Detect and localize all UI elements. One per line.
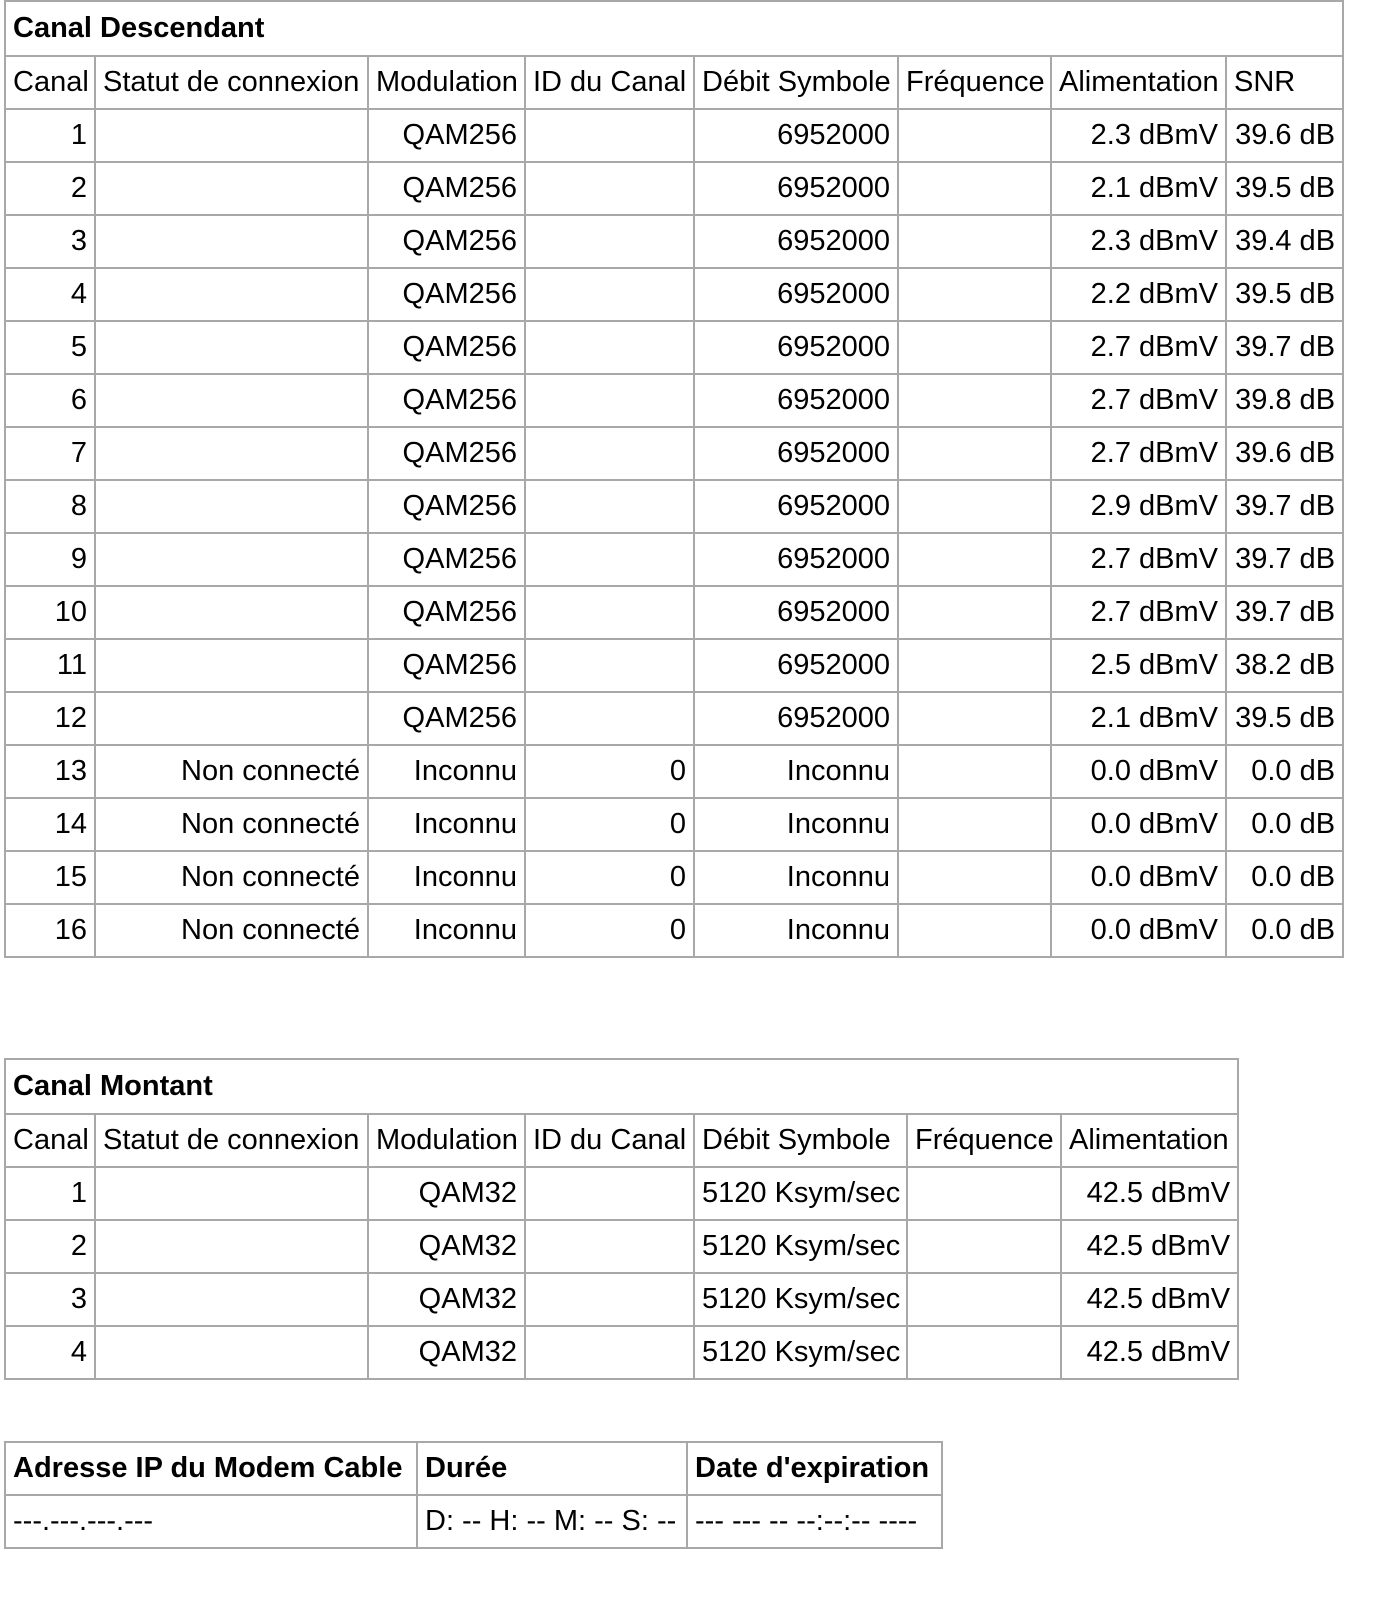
downstream-cell-frequence xyxy=(898,162,1051,215)
downstream-cell-snr: 39.8 dB xyxy=(1226,374,1343,427)
duration-header: Durée xyxy=(417,1442,687,1495)
table-row xyxy=(5,586,1343,639)
downstream-cell-id-du-canal xyxy=(525,162,694,215)
table-row xyxy=(5,321,1343,374)
downstream-cell-canal: 4 xyxy=(5,268,95,321)
downstream-cell-debit-symbole: 6952000 xyxy=(694,162,898,215)
upstream-cell-id-du-canal xyxy=(525,1273,694,1326)
downstream-cell-statut-de-connexion xyxy=(95,639,368,692)
downstream-cell-canal: 2 xyxy=(5,162,95,215)
downstream-cell-id-du-canal xyxy=(525,480,694,533)
upstream-header-statut-de-connexion: Statut de connexion xyxy=(95,1114,368,1167)
downstream-cell-statut-de-connexion xyxy=(95,162,368,215)
downstream-cell-statut-de-connexion xyxy=(95,374,368,427)
downstream-cell-debit-symbole: Inconnu xyxy=(694,851,898,904)
downstream-cell-modulation: QAM256 xyxy=(368,639,525,692)
downstream-cell-debit-symbole: 6952000 xyxy=(694,427,898,480)
downstream-cell-id-du-canal xyxy=(525,321,694,374)
downstream-cell-modulation: Inconnu xyxy=(368,904,525,957)
table-row xyxy=(5,109,1343,162)
downstream-cell-alimentation: 0.0 dBmV xyxy=(1051,798,1226,851)
table-row xyxy=(5,480,1343,533)
ip-info-value-row xyxy=(5,1495,942,1548)
downstream-cell-alimentation: 2.1 dBmV xyxy=(1051,162,1226,215)
upstream-cell-modulation: QAM32 xyxy=(368,1167,525,1220)
downstream-cell-frequence xyxy=(898,904,1051,957)
upstream-cell-canal: 3 xyxy=(5,1273,95,1326)
ip-info-header-row xyxy=(5,1442,942,1495)
downstream-cell-canal: 13 xyxy=(5,745,95,798)
downstream-cell-debit-symbole: 6952000 xyxy=(694,215,898,268)
downstream-cell-modulation: QAM256 xyxy=(368,427,525,480)
upstream-cell-id-du-canal xyxy=(525,1326,694,1379)
downstream-cell-modulation: QAM256 xyxy=(368,480,525,533)
table-row xyxy=(5,745,1343,798)
downstream-cell-debit-symbole: Inconnu xyxy=(694,798,898,851)
downstream-cell-id-du-canal xyxy=(525,374,694,427)
downstream-header-snr: SNR xyxy=(1226,56,1343,109)
downstream-cell-alimentation: 2.7 dBmV xyxy=(1051,533,1226,586)
table-row xyxy=(5,692,1343,745)
downstream-body xyxy=(5,109,1343,957)
downstream-cell-modulation: Inconnu xyxy=(368,798,525,851)
downstream-cell-id-du-canal: 0 xyxy=(525,904,694,957)
downstream-cell-frequence xyxy=(898,427,1051,480)
downstream-cell-frequence xyxy=(898,798,1051,851)
upstream-table xyxy=(4,1058,1239,1380)
upstream-body xyxy=(5,1167,1238,1379)
upstream-header-modulation: Modulation xyxy=(368,1114,525,1167)
downstream-header-id-du-canal: ID du Canal xyxy=(525,56,694,109)
downstream-cell-modulation: QAM256 xyxy=(368,533,525,586)
expiration-date-value: --- --- -- --:--:-- ---- xyxy=(687,1495,942,1548)
table-row xyxy=(5,1273,1238,1326)
upstream-header-frequence: Fréquence xyxy=(907,1114,1061,1167)
downstream-cell-frequence xyxy=(898,692,1051,745)
downstream-cell-id-du-canal: 0 xyxy=(525,851,694,904)
downstream-cell-statut-de-connexion xyxy=(95,586,368,639)
table-row xyxy=(5,1326,1238,1379)
downstream-cell-canal: 7 xyxy=(5,427,95,480)
upstream-cell-canal: 2 xyxy=(5,1220,95,1273)
downstream-cell-id-du-canal xyxy=(525,692,694,745)
downstream-cell-id-du-canal: 0 xyxy=(525,798,694,851)
upstream-cell-statut-de-connexion xyxy=(95,1273,368,1326)
downstream-cell-debit-symbole: 6952000 xyxy=(694,374,898,427)
downstream-cell-snr: 0.0 dB xyxy=(1226,798,1343,851)
upstream-cell-frequence xyxy=(907,1273,1061,1326)
upstream-cell-alimentation: 42.5 dBmV xyxy=(1061,1167,1238,1220)
upstream-cell-frequence xyxy=(907,1220,1061,1273)
downstream-cell-id-du-canal xyxy=(525,109,694,162)
upstream-cell-frequence xyxy=(907,1167,1061,1220)
downstream-cell-id-du-canal xyxy=(525,533,694,586)
table-row xyxy=(5,374,1343,427)
downstream-cell-debit-symbole: 6952000 xyxy=(694,639,898,692)
downstream-cell-statut-de-connexion: Non connecté xyxy=(95,904,368,957)
downstream-cell-alimentation: 0.0 dBmV xyxy=(1051,745,1226,798)
upstream-header-canal: Canal xyxy=(5,1114,95,1167)
downstream-cell-id-du-canal xyxy=(525,268,694,321)
downstream-cell-modulation: QAM256 xyxy=(368,162,525,215)
downstream-cell-canal: 10 xyxy=(5,586,95,639)
upstream-cell-frequence xyxy=(907,1326,1061,1379)
duration-value: D: -- H: -- M: -- S: -- xyxy=(417,1495,687,1548)
upstream-header-id-du-canal: ID du Canal xyxy=(525,1114,694,1167)
downstream-cell-snr: 39.5 dB xyxy=(1226,692,1343,745)
downstream-cell-alimentation: 2.3 dBmV xyxy=(1051,109,1226,162)
downstream-cell-snr: 39.7 dB xyxy=(1226,480,1343,533)
downstream-cell-id-du-canal xyxy=(525,639,694,692)
downstream-cell-snr: 38.2 dB xyxy=(1226,639,1343,692)
downstream-header-alimentation: Alimentation xyxy=(1051,56,1226,109)
downstream-cell-frequence xyxy=(898,851,1051,904)
downstream-cell-snr: 39.4 dB xyxy=(1226,215,1343,268)
downstream-cell-id-du-canal xyxy=(525,215,694,268)
downstream-cell-frequence xyxy=(898,745,1051,798)
downstream-header-debit-symbole: Débit Symbole xyxy=(694,56,898,109)
downstream-cell-canal: 11 xyxy=(5,639,95,692)
downstream-cell-statut-de-connexion xyxy=(95,215,368,268)
table-row xyxy=(5,162,1343,215)
upstream-header-debit-symbole: Débit Symbole xyxy=(694,1114,907,1167)
downstream-cell-debit-symbole: 6952000 xyxy=(694,586,898,639)
downstream-cell-alimentation: 0.0 dBmV xyxy=(1051,851,1226,904)
upstream-cell-alimentation: 42.5 dBmV xyxy=(1061,1326,1238,1379)
downstream-cell-frequence xyxy=(898,480,1051,533)
downstream-cell-canal: 12 xyxy=(5,692,95,745)
downstream-cell-canal: 1 xyxy=(5,109,95,162)
downstream-cell-debit-symbole: 6952000 xyxy=(694,268,898,321)
downstream-cell-modulation: Inconnu xyxy=(368,745,525,798)
upstream-cell-debit-symbole: 5120 Ksym/sec xyxy=(694,1326,907,1379)
downstream-cell-snr: 0.0 dB xyxy=(1226,851,1343,904)
downstream-cell-snr: 39.6 dB xyxy=(1226,109,1343,162)
downstream-cell-debit-symbole: 6952000 xyxy=(694,480,898,533)
downstream-cell-frequence xyxy=(898,215,1051,268)
downstream-cell-canal: 8 xyxy=(5,480,95,533)
downstream-cell-alimentation: 2.9 dBmV xyxy=(1051,480,1226,533)
downstream-cell-statut-de-connexion: Non connecté xyxy=(95,798,368,851)
downstream-cell-statut-de-connexion xyxy=(95,533,368,586)
downstream-cell-alimentation: 2.1 dBmV xyxy=(1051,692,1226,745)
downstream-cell-snr: 39.5 dB xyxy=(1226,268,1343,321)
downstream-cell-id-du-canal xyxy=(525,586,694,639)
downstream-cell-modulation: QAM256 xyxy=(368,692,525,745)
table-row xyxy=(5,215,1343,268)
upstream-header-row xyxy=(5,1114,1238,1167)
upstream-cell-id-du-canal xyxy=(525,1220,694,1273)
table-row xyxy=(5,904,1343,957)
table-row xyxy=(5,1220,1238,1273)
downstream-cell-snr: 39.7 dB xyxy=(1226,533,1343,586)
downstream-header-canal: Canal xyxy=(5,56,95,109)
downstream-cell-canal: 6 xyxy=(5,374,95,427)
downstream-cell-canal: 16 xyxy=(5,904,95,957)
upstream-title-row xyxy=(5,1059,1238,1114)
downstream-cell-debit-symbole: Inconnu xyxy=(694,904,898,957)
downstream-cell-statut-de-connexion: Non connecté xyxy=(95,745,368,798)
table-row xyxy=(5,427,1343,480)
downstream-cell-snr: 39.6 dB xyxy=(1226,427,1343,480)
downstream-cell-frequence xyxy=(898,374,1051,427)
downstream-cell-canal: 9 xyxy=(5,533,95,586)
upstream-cell-statut-de-connexion xyxy=(95,1220,368,1273)
downstream-cell-canal: 14 xyxy=(5,798,95,851)
downstream-cell-statut-de-connexion xyxy=(95,427,368,480)
expiration-date-header: Date d'expiration xyxy=(687,1442,942,1495)
downstream-cell-modulation: QAM256 xyxy=(368,586,525,639)
ip-info-table xyxy=(4,1441,943,1549)
downstream-cell-id-du-canal xyxy=(525,427,694,480)
downstream-cell-canal: 3 xyxy=(5,215,95,268)
downstream-cell-frequence xyxy=(898,321,1051,374)
downstream-cell-alimentation: 2.7 dBmV xyxy=(1051,586,1226,639)
table-row xyxy=(5,268,1343,321)
downstream-cell-modulation: QAM256 xyxy=(368,321,525,374)
downstream-cell-debit-symbole: 6952000 xyxy=(694,321,898,374)
upstream-cell-canal: 4 xyxy=(5,1326,95,1379)
downstream-cell-statut-de-connexion xyxy=(95,321,368,374)
upstream-cell-modulation: QAM32 xyxy=(368,1273,525,1326)
table-row xyxy=(5,851,1343,904)
downstream-cell-frequence xyxy=(898,109,1051,162)
downstream-cell-alimentation: 2.7 dBmV xyxy=(1051,427,1226,480)
ip-address-value: ---.---.---.--- xyxy=(5,1495,417,1548)
upstream-cell-alimentation: 42.5 dBmV xyxy=(1061,1273,1238,1326)
downstream-cell-alimentation: 2.3 dBmV xyxy=(1051,215,1226,268)
downstream-header-frequence: Fréquence xyxy=(898,56,1051,109)
table-row xyxy=(5,798,1343,851)
downstream-cell-modulation: QAM256 xyxy=(368,215,525,268)
upstream-cell-alimentation: 42.5 dBmV xyxy=(1061,1220,1238,1273)
downstream-cell-statut-de-connexion xyxy=(95,109,368,162)
downstream-cell-snr: 0.0 dB xyxy=(1226,745,1343,798)
table-row xyxy=(5,533,1343,586)
upstream-title: Canal Montant xyxy=(5,1059,1238,1114)
downstream-cell-frequence xyxy=(898,533,1051,586)
downstream-cell-canal: 5 xyxy=(5,321,95,374)
downstream-cell-snr: 39.5 dB xyxy=(1226,162,1343,215)
downstream-cell-frequence xyxy=(898,639,1051,692)
downstream-cell-alimentation: 2.7 dBmV xyxy=(1051,321,1226,374)
downstream-cell-statut-de-connexion xyxy=(95,480,368,533)
downstream-cell-alimentation: 2.2 dBmV xyxy=(1051,268,1226,321)
downstream-cell-modulation: Inconnu xyxy=(368,851,525,904)
downstream-cell-statut-de-connexion xyxy=(95,268,368,321)
upstream-header-alimentation: Alimentation xyxy=(1061,1114,1238,1167)
downstream-cell-modulation: QAM256 xyxy=(368,374,525,427)
downstream-cell-snr: 0.0 dB xyxy=(1226,904,1343,957)
upstream-cell-debit-symbole: 5120 Ksym/sec xyxy=(694,1273,907,1326)
downstream-cell-debit-symbole: 6952000 xyxy=(694,109,898,162)
downstream-title-row xyxy=(5,1,1343,56)
downstream-title: Canal Descendant xyxy=(5,1,1343,56)
downstream-cell-frequence xyxy=(898,586,1051,639)
upstream-cell-modulation: QAM32 xyxy=(368,1220,525,1273)
downstream-header-row xyxy=(5,56,1343,109)
downstream-cell-debit-symbole: 6952000 xyxy=(694,692,898,745)
downstream-cell-modulation: QAM256 xyxy=(368,109,525,162)
downstream-cell-modulation: QAM256 xyxy=(368,268,525,321)
upstream-cell-modulation: QAM32 xyxy=(368,1326,525,1379)
downstream-cell-statut-de-connexion xyxy=(95,692,368,745)
downstream-cell-snr: 39.7 dB xyxy=(1226,586,1343,639)
upstream-cell-debit-symbole: 5120 Ksym/sec xyxy=(694,1220,907,1273)
upstream-cell-statut-de-connexion xyxy=(95,1326,368,1379)
downstream-cell-snr: 39.7 dB xyxy=(1226,321,1343,374)
table-row xyxy=(5,1167,1238,1220)
downstream-table xyxy=(4,0,1344,958)
upstream-cell-statut-de-connexion xyxy=(95,1167,368,1220)
downstream-cell-alimentation: 2.5 dBmV xyxy=(1051,639,1226,692)
downstream-cell-statut-de-connexion: Non connecté xyxy=(95,851,368,904)
downstream-header-modulation: Modulation xyxy=(368,56,525,109)
table-row xyxy=(5,639,1343,692)
downstream-cell-canal: 15 xyxy=(5,851,95,904)
downstream-cell-frequence xyxy=(898,268,1051,321)
downstream-cell-alimentation: 0.0 dBmV xyxy=(1051,904,1226,957)
upstream-cell-id-du-canal xyxy=(525,1167,694,1220)
downstream-cell-debit-symbole: Inconnu xyxy=(694,745,898,798)
ip-address-header: Adresse IP du Modem Cable xyxy=(5,1442,417,1495)
upstream-cell-debit-symbole: 5120 Ksym/sec xyxy=(694,1167,907,1220)
upstream-cell-canal: 1 xyxy=(5,1167,95,1220)
downstream-cell-alimentation: 2.7 dBmV xyxy=(1051,374,1226,427)
downstream-cell-debit-symbole: 6952000 xyxy=(694,533,898,586)
downstream-header-statut-de-connexion: Statut de connexion xyxy=(95,56,368,109)
downstream-cell-id-du-canal: 0 xyxy=(525,745,694,798)
